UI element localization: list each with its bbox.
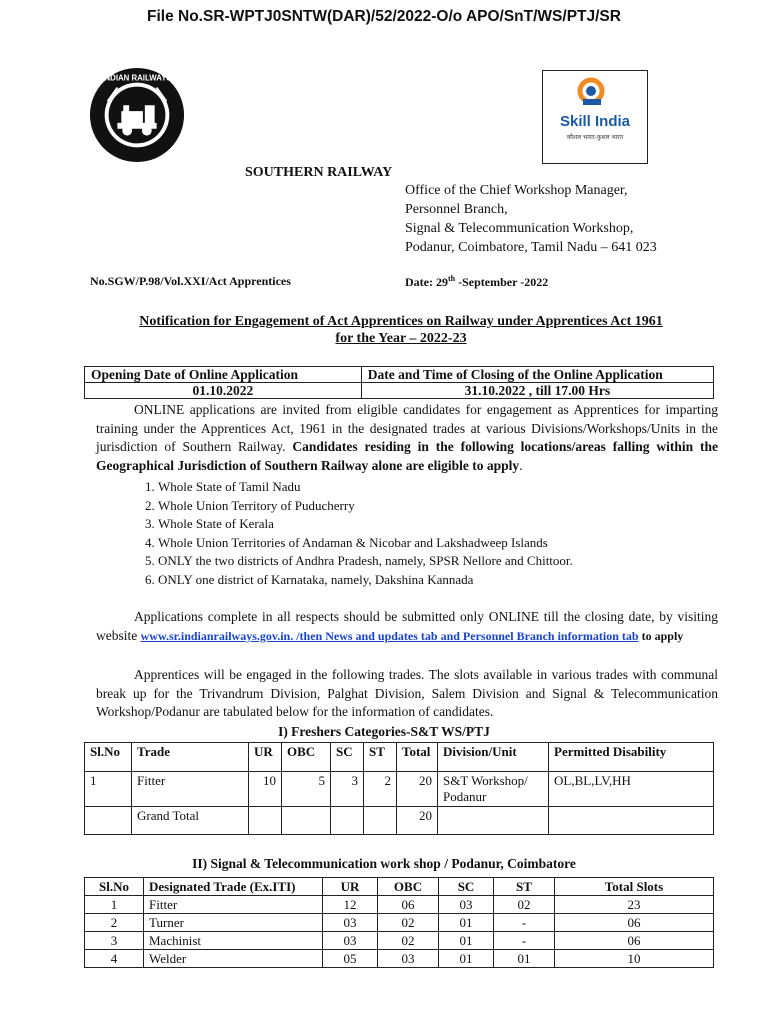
table-header: OBC [282,743,331,772]
notification-title [82,313,720,347]
table-cell: Fitter [144,896,323,914]
application-dates-table [84,366,714,399]
grand-total-label: Grand Total [132,807,249,835]
table-cell: 4 [85,950,144,968]
table-cell: 06 [555,914,714,932]
table-cell: 3 [85,932,144,950]
table-cell: 20 [397,772,438,807]
table-cell: 01 [439,950,494,968]
table-cell: 02 [494,896,555,914]
table-row [85,807,714,835]
table-cell [549,807,714,835]
table-cell: Fitter [132,772,249,807]
table-row [85,932,714,950]
table-cell: 1 [85,772,132,807]
skill-india-tagline: कौशल भारत-कुशल भारत [566,134,624,141]
table-header: UR [249,743,282,772]
list-item: 2. Whole Union Territory of Puducherry [158,497,573,516]
table-row [85,772,714,807]
table-cell: 03 [378,950,439,968]
date-suffix-sup: th [447,274,456,283]
table-cell: 2 [85,914,144,932]
indian-railways-emblem-icon [88,66,186,164]
intro-text: ONLINE applications are invited from eligible candidates for engagement as Apprentices for imparting training under the Apprentices Act, 1961 in the designated trades at various Divisions/Workshops/Units in the jurisdiction of Southern Railway. [96,402,718,454]
table-row [85,914,714,932]
table-cell [331,807,364,835]
opening-date-value: 01.10.2022 [85,383,362,399]
table-cell [438,807,549,835]
file-number: File No.SR-WPTJ0SNTW(DAR)/52/2022-O/o APO/SnT/WS/PTJ/SR [147,8,621,25]
address-line: Office of the Chief Workshop Manager, [405,183,628,198]
table-cell: 01 [439,914,494,932]
table-cell: 01 [494,950,555,968]
table-header: ST [364,743,397,772]
notification-date [405,274,548,290]
opening-date-label: Opening Date of Online Application [85,367,362,383]
table-header: Sl.No [85,743,132,772]
trades-paragraph [96,666,718,722]
table-cell: 2 [364,772,397,807]
table-cell: 06 [555,932,714,950]
apply-end: to apply [638,628,684,643]
table-header: OBC [378,878,439,896]
table-cell [85,807,132,835]
table-cell: Machinist [144,932,323,950]
closing-date-value: 31.10.2022 , till 17.00 Hrs [361,383,713,399]
table-cell: OL,BL,LV,HH [549,772,714,807]
table-cell: 23 [555,896,714,914]
intro-end: . [519,457,523,473]
table-cell: - [494,932,555,950]
list-item: 5. ONLY the two districts of Andhra Pradesh, namely, SPSR Nellore and Chittoor. [158,552,573,571]
table-cell: 02 [378,932,439,950]
freshers-table [84,742,714,835]
table-header: Trade [132,743,249,772]
table-header: Division/Unit [438,743,549,772]
address-line: Personnel Branch, [405,202,508,217]
table2-title: II) Signal & Telecommunication work shop / Podanur, Coimbatore [192,856,576,871]
table-cell: Welder [144,950,323,968]
table-cell: - [494,914,555,932]
table-cell: Turner [144,914,323,932]
table-header: ST [494,878,555,896]
list-item: 4. Whole Union Territories of Andaman & Nicobar and Lakshadweep Islands [158,534,573,553]
table-cell: 10 [555,950,714,968]
title-line-2: for the Year – 2022-23 [335,331,467,346]
closing-date-label: Date and Time of Closing of the Online Application [361,367,713,383]
table-header: Total Slots [555,878,714,896]
table-cell: 3 [331,772,364,807]
list-item: 6. ONLY one district of Karnataka, namely, Dakshina Kannada [158,571,573,590]
table-cell: 01 [439,932,494,950]
table-row [85,896,714,914]
table-row [85,950,714,968]
table-cell: 1 [85,896,144,914]
table1-title: I) Freshers Categories-S&T WS/PTJ [278,724,490,739]
svg-text:INDIAN RAILWAYS: INDIAN RAILWAYS [102,73,172,83]
table-header: Sl.No [85,878,144,896]
table-cell: 03 [439,896,494,914]
organization-name: SOUTHERN RAILWAY [245,165,393,180]
table-cell: 02 [378,914,439,932]
table-header: UR [323,878,378,896]
table-header: Permitted Disability [549,743,714,772]
table-cell [249,807,282,835]
table-cell: 5 [282,772,331,807]
table-cell: 05 [323,950,378,968]
table-cell: 12 [323,896,378,914]
table-cell: 03 [323,914,378,932]
intro-eligibility: Candidates residing in the following locations/areas falling within the Geographical Jurisdiction of Southern Railway alone are eligible to apply [96,439,718,473]
website-link[interactable]: www.sr.indianrailways.gov.in. /then News and updates tab and Personnel Branch information tab [140,628,639,643]
list-item: 3. Whole State of Kerala [158,515,573,534]
table-header: Designated Trade (Ex.ITI) [144,878,323,896]
snt-workshop-table [84,877,714,968]
table-cell: 10 [249,772,282,807]
table-cell [364,807,397,835]
table-cell: S&T Workshop/ Podanur [438,772,549,807]
apply-paragraph [96,608,718,645]
grand-total-value: 20 [397,807,438,835]
table-header: SC [439,878,494,896]
list-item: 1. Whole State of Tamil Nadu [158,478,573,497]
table-header: Total [397,743,438,772]
table-cell: 03 [323,932,378,950]
date-prefix: Date: 29 [405,275,448,289]
address-line: Podanur, Coimbatore, Tamil Nadu – 641 023 [405,240,657,255]
skill-india-logo [542,70,648,164]
table-header: SC [331,743,364,772]
title-line-1: Notification for Engagement of Act Apprentices on Railway under Apprentices Act 1961 [139,314,663,329]
intro-paragraph [96,401,718,475]
table-cell: 06 [378,896,439,914]
date-suffix: -September -2022 [455,275,549,289]
table-cell [282,807,331,835]
skill-india-name: Skill India [559,113,631,130]
address-line: Signal & Telecommunication Workshop, [405,221,634,236]
office-address [405,181,657,257]
eligible-areas-list [96,478,573,590]
apply-text: Applications complete in all respects should be submitted only ONLINE till the closing date, by visiting website [96,609,718,643]
reference-number: No.SGW/P.98/Vol.XXI/Act Apprentices [90,274,291,288]
trades-text: Apprentices will be engaged in the following trades. The slots available in various trades with communal break up for the Trivandrum Division, Palghat Division, Salem Division and Signal & Telecommunication Workshop/Podanur are tabulated below for the information of candidates. [96,667,718,719]
